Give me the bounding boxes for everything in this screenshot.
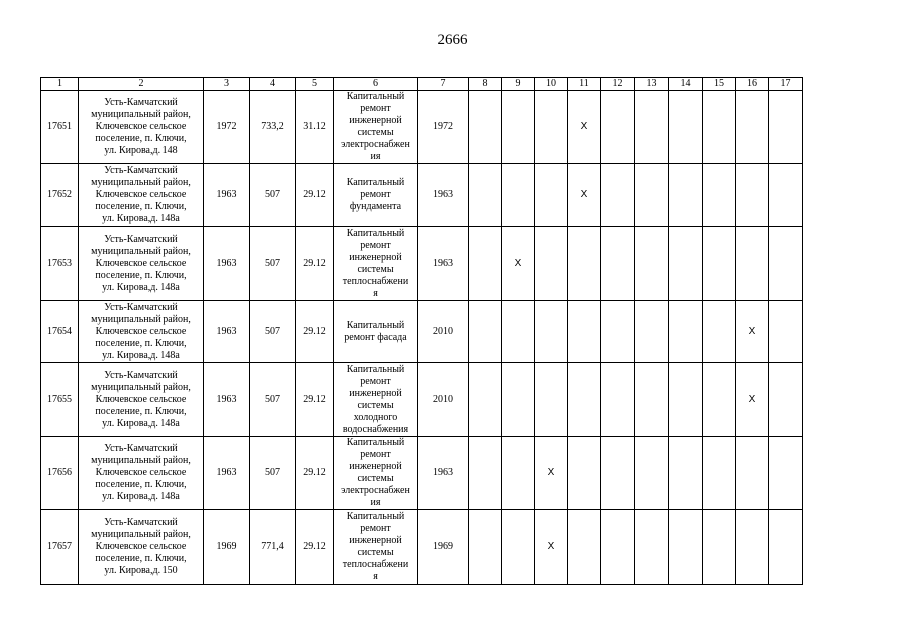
record-id-cell: 17656 xyxy=(41,437,79,510)
flag-cell-col-15 xyxy=(703,437,736,510)
text-line: Усть-Камчатский xyxy=(104,233,178,245)
address-cell xyxy=(79,363,204,437)
flag-cell-col-15 xyxy=(703,164,736,227)
flag-cell-col-8 xyxy=(469,164,502,227)
repair-register-table xyxy=(40,77,803,585)
area-cell: 771,4 xyxy=(250,510,296,585)
date-cell: 29.12 xyxy=(296,437,334,510)
flag-cell-col-14 xyxy=(669,301,703,363)
text-line: инженерной xyxy=(349,115,402,126)
flag-cell-col-15 xyxy=(703,227,736,301)
flag-cell-col-12 xyxy=(601,301,635,363)
text-line: инженерной xyxy=(349,387,402,399)
flag-cell-col-10 xyxy=(535,227,568,301)
x-mark: X xyxy=(568,164,601,227)
flag-cell-col-14 xyxy=(669,437,703,510)
flag-cell-col-9 xyxy=(502,301,535,363)
text-line: теплоснабжени xyxy=(342,559,409,570)
text-line: системы xyxy=(357,127,394,138)
flag-cell-col-13 xyxy=(635,437,669,510)
work-type-cell xyxy=(334,437,418,510)
flag-cell-col-16 xyxy=(736,437,769,510)
flag-cell-col-14 xyxy=(669,91,703,164)
address-cell xyxy=(79,437,204,510)
text-line: Усть-Камчатский xyxy=(104,443,178,454)
date-cell: 29.12 xyxy=(296,164,334,227)
text-line: Капитальный xyxy=(346,511,405,522)
flag-cell-col-15 xyxy=(703,510,736,585)
column-number-8: 8 xyxy=(469,78,502,91)
text-line: ремонт xyxy=(360,523,391,534)
text-line: поселение, п. Ключи, xyxy=(95,553,187,564)
text-line: Ключевское сельское xyxy=(95,189,187,200)
table-row xyxy=(41,164,803,227)
text-line: поселение, п. Ключи, xyxy=(95,269,187,281)
table-row xyxy=(41,227,803,301)
flag-cell-col-9 xyxy=(502,363,535,437)
flag-cell-col-10 xyxy=(535,363,568,437)
record-id-cell: 17653 xyxy=(41,227,79,301)
flag-cell-col-10 xyxy=(535,91,568,164)
text-line: ремонт xyxy=(360,239,391,251)
column-number-17: 17 xyxy=(769,78,803,91)
area-cell: 733,2 xyxy=(250,91,296,164)
text-line: поселение, п. Ключи, xyxy=(95,479,187,490)
table-body xyxy=(41,78,803,585)
flag-cell-col-17 xyxy=(769,91,803,164)
text-line: Усть-Камчатский xyxy=(104,517,178,528)
work-type-cell xyxy=(334,363,418,437)
column-number-14: 14 xyxy=(669,78,703,91)
date-cell: 29.12 xyxy=(296,363,334,437)
column-number-3: 3 xyxy=(204,78,250,91)
text-line: поселение, п. Ключи, xyxy=(95,405,187,417)
column-number-13: 13 xyxy=(635,78,669,91)
flag-cell-col-12 xyxy=(601,510,635,585)
text-line: инженерной xyxy=(349,251,402,263)
flag-cell-col-8 xyxy=(469,91,502,164)
year-built-cell: 1963 xyxy=(204,227,250,301)
flag-cell-col-14 xyxy=(669,164,703,227)
column-number-4: 4 xyxy=(250,78,296,91)
text-line: системы xyxy=(357,547,394,558)
text-line: Ключевское сельское xyxy=(95,467,187,478)
flag-cell-col-10 xyxy=(535,301,568,363)
area-cell: 507 xyxy=(250,227,296,301)
repair-year-cell: 2010 xyxy=(418,363,469,437)
text-line: муниципальный район, xyxy=(91,109,191,120)
text-line: Ключевское сельское xyxy=(95,393,187,405)
text-line: ремонт xyxy=(360,449,391,460)
flag-cell-col-10 xyxy=(535,164,568,227)
x-mark: X xyxy=(535,510,568,585)
text-line: ул. Кирова,д. 150 xyxy=(104,565,178,576)
text-line: инженерной xyxy=(349,535,402,546)
flag-cell-col-9 xyxy=(502,91,535,164)
text-line: Капитальный xyxy=(346,437,405,448)
flag-cell-col-12 xyxy=(601,164,635,227)
text-line: ул. Кирова,д. 148а xyxy=(102,213,180,224)
text-line: Ключевское сельское xyxy=(95,541,187,552)
text-line: поселение, п. Ключи, xyxy=(95,201,187,212)
flag-cell-col-14 xyxy=(669,227,703,301)
text-line: ул. Кирова,д. 148а xyxy=(102,281,180,293)
text-line: ремонт xyxy=(360,189,391,200)
text-line: ремонт xyxy=(360,375,391,387)
flag-cell-col-14 xyxy=(669,510,703,585)
text-line: теплоснабжени xyxy=(342,275,409,287)
area-cell: 507 xyxy=(250,437,296,510)
text-line: Капитальный xyxy=(346,177,405,188)
record-id-cell: 17651 xyxy=(41,91,79,164)
text-line: системы xyxy=(357,473,394,484)
text-line: Капитальный xyxy=(346,227,405,239)
text-line: инженерной xyxy=(349,461,402,472)
flag-cell-col-14 xyxy=(669,363,703,437)
year-built-cell: 1963 xyxy=(204,164,250,227)
column-number-9: 9 xyxy=(502,78,535,91)
flag-cell-col-13 xyxy=(635,91,669,164)
area-cell: 507 xyxy=(250,164,296,227)
text-line: Усть-Камчатский xyxy=(104,301,178,313)
column-number-11: 11 xyxy=(568,78,601,91)
text-line: ул. Кирова,д. 148а xyxy=(102,349,180,361)
text-line: ремонт фасада xyxy=(344,331,407,343)
text-line: Капитальный xyxy=(346,91,405,102)
text-line: муниципальный район, xyxy=(91,177,191,188)
x-mark: X xyxy=(568,91,601,164)
text-line: муниципальный район, xyxy=(91,455,191,466)
text-line: ия xyxy=(370,497,381,508)
column-number-2: 2 xyxy=(79,78,204,91)
table-row xyxy=(41,301,803,363)
work-type-cell xyxy=(334,91,418,164)
address-cell xyxy=(79,91,204,164)
flag-cell-col-8 xyxy=(469,301,502,363)
text-line: Ключевское сельское xyxy=(95,257,187,269)
x-mark: X xyxy=(502,227,535,301)
table-row xyxy=(41,363,803,437)
flag-cell-col-8 xyxy=(469,510,502,585)
table-row xyxy=(41,437,803,510)
flag-cell-col-13 xyxy=(635,363,669,437)
flag-cell-col-11 xyxy=(568,227,601,301)
text-line: Усть-Камчатский xyxy=(104,369,178,381)
repair-year-cell: 1972 xyxy=(418,91,469,164)
work-type-cell xyxy=(334,164,418,227)
address-cell xyxy=(79,301,204,363)
date-cell: 31.12 xyxy=(296,91,334,164)
flag-cell-col-11 xyxy=(568,510,601,585)
year-built-cell: 1963 xyxy=(204,437,250,510)
flag-cell-col-16 xyxy=(736,510,769,585)
flag-cell-col-8 xyxy=(469,363,502,437)
flag-cell-col-12 xyxy=(601,437,635,510)
flag-cell-col-16 xyxy=(736,164,769,227)
column-number-15: 15 xyxy=(703,78,736,91)
text-line: поселение, п. Ключи, xyxy=(95,337,187,349)
column-number-10: 10 xyxy=(535,78,568,91)
flag-cell-col-17 xyxy=(769,164,803,227)
x-mark: X xyxy=(535,437,568,510)
flag-cell-col-17 xyxy=(769,437,803,510)
column-number-16: 16 xyxy=(736,78,769,91)
text-line: водоснабжения xyxy=(342,423,409,435)
flag-cell-col-13 xyxy=(635,164,669,227)
text-line: Усть-Камчатский xyxy=(104,97,178,108)
repair-year-cell: 1969 xyxy=(418,510,469,585)
table-row xyxy=(41,91,803,164)
year-built-cell: 1969 xyxy=(204,510,250,585)
text-line: я xyxy=(373,287,378,299)
column-number-row xyxy=(41,78,803,91)
text-line: муниципальный район, xyxy=(91,381,191,393)
column-number-1: 1 xyxy=(41,78,79,91)
work-type-cell xyxy=(334,301,418,363)
flag-cell-col-17 xyxy=(769,227,803,301)
date-cell: 29.12 xyxy=(296,510,334,585)
work-type-cell xyxy=(334,510,418,585)
text-line: поселение, п. Ключи, xyxy=(95,133,187,144)
column-number-5: 5 xyxy=(296,78,334,91)
flag-cell-col-13 xyxy=(635,227,669,301)
year-built-cell: 1963 xyxy=(204,363,250,437)
flag-cell-col-12 xyxy=(601,91,635,164)
repair-year-cell: 1963 xyxy=(418,164,469,227)
text-line: ремонт xyxy=(360,103,391,114)
text-line: ия xyxy=(370,151,381,162)
column-number-7: 7 xyxy=(418,78,469,91)
flag-cell-col-13 xyxy=(635,301,669,363)
text-line: муниципальный район, xyxy=(91,245,191,257)
text-line: Усть-Камчатский xyxy=(104,165,178,176)
flag-cell-col-15 xyxy=(703,363,736,437)
area-cell: 507 xyxy=(250,363,296,437)
address-cell xyxy=(79,510,204,585)
flag-cell-col-17 xyxy=(769,301,803,363)
record-id-cell: 17655 xyxy=(41,363,79,437)
flag-cell-col-9 xyxy=(502,437,535,510)
flag-cell-col-8 xyxy=(469,437,502,510)
date-cell: 29.12 xyxy=(296,227,334,301)
repair-year-cell: 1963 xyxy=(418,437,469,510)
page-number: 2666 xyxy=(437,32,468,48)
text-line: Капитальный xyxy=(346,363,405,375)
year-built-cell: 1972 xyxy=(204,91,250,164)
x-mark: X xyxy=(736,301,769,363)
repair-year-cell: 2010 xyxy=(418,301,469,363)
flag-cell-col-13 xyxy=(635,510,669,585)
year-built-cell: 1963 xyxy=(204,301,250,363)
text-line: электроснабжен xyxy=(341,485,410,496)
flag-cell-col-9 xyxy=(502,164,535,227)
text-line: холодного xyxy=(353,411,398,423)
flag-cell-col-12 xyxy=(601,227,635,301)
text-line: ул. Кирова,д. 148а xyxy=(102,417,180,429)
repair-year-cell: 1963 xyxy=(418,227,469,301)
record-id-cell: 17654 xyxy=(41,301,79,363)
text-line: муниципальный район, xyxy=(91,313,191,325)
text-line: муниципальный район, xyxy=(91,529,191,540)
flag-cell-col-16 xyxy=(736,91,769,164)
address-cell xyxy=(79,227,204,301)
flag-cell-col-11 xyxy=(568,301,601,363)
record-id-cell: 17657 xyxy=(41,510,79,585)
text-line: ул. Кирова,д. 148 xyxy=(104,145,178,156)
column-number-12: 12 xyxy=(601,78,635,91)
table-row xyxy=(41,510,803,585)
text-line: системы xyxy=(357,399,394,411)
text-line: я xyxy=(373,571,378,582)
address-cell xyxy=(79,164,204,227)
flag-cell-col-16 xyxy=(736,227,769,301)
x-mark: X xyxy=(736,363,769,437)
text-line: Капитальный xyxy=(346,319,405,331)
flag-cell-col-8 xyxy=(469,227,502,301)
text-line: фундамента xyxy=(349,201,402,212)
text-line: электроснабжен xyxy=(341,139,410,150)
text-line: ул. Кирова,д. 148а xyxy=(102,491,180,502)
flag-cell-col-11 xyxy=(568,437,601,510)
column-number-6: 6 xyxy=(334,78,418,91)
flag-cell-col-11 xyxy=(568,363,601,437)
date-cell: 29.12 xyxy=(296,301,334,363)
flag-cell-col-15 xyxy=(703,91,736,164)
text-line: системы xyxy=(357,263,394,275)
flag-cell-col-17 xyxy=(769,363,803,437)
record-id-cell: 17652 xyxy=(41,164,79,227)
flag-cell-col-9 xyxy=(502,510,535,585)
flag-cell-col-15 xyxy=(703,301,736,363)
flag-cell-col-12 xyxy=(601,363,635,437)
work-type-cell xyxy=(334,227,418,301)
text-line: Ключевское сельское xyxy=(95,121,187,132)
area-cell: 507 xyxy=(250,301,296,363)
flag-cell-col-17 xyxy=(769,510,803,585)
text-line: Ключевское сельское xyxy=(95,325,187,337)
